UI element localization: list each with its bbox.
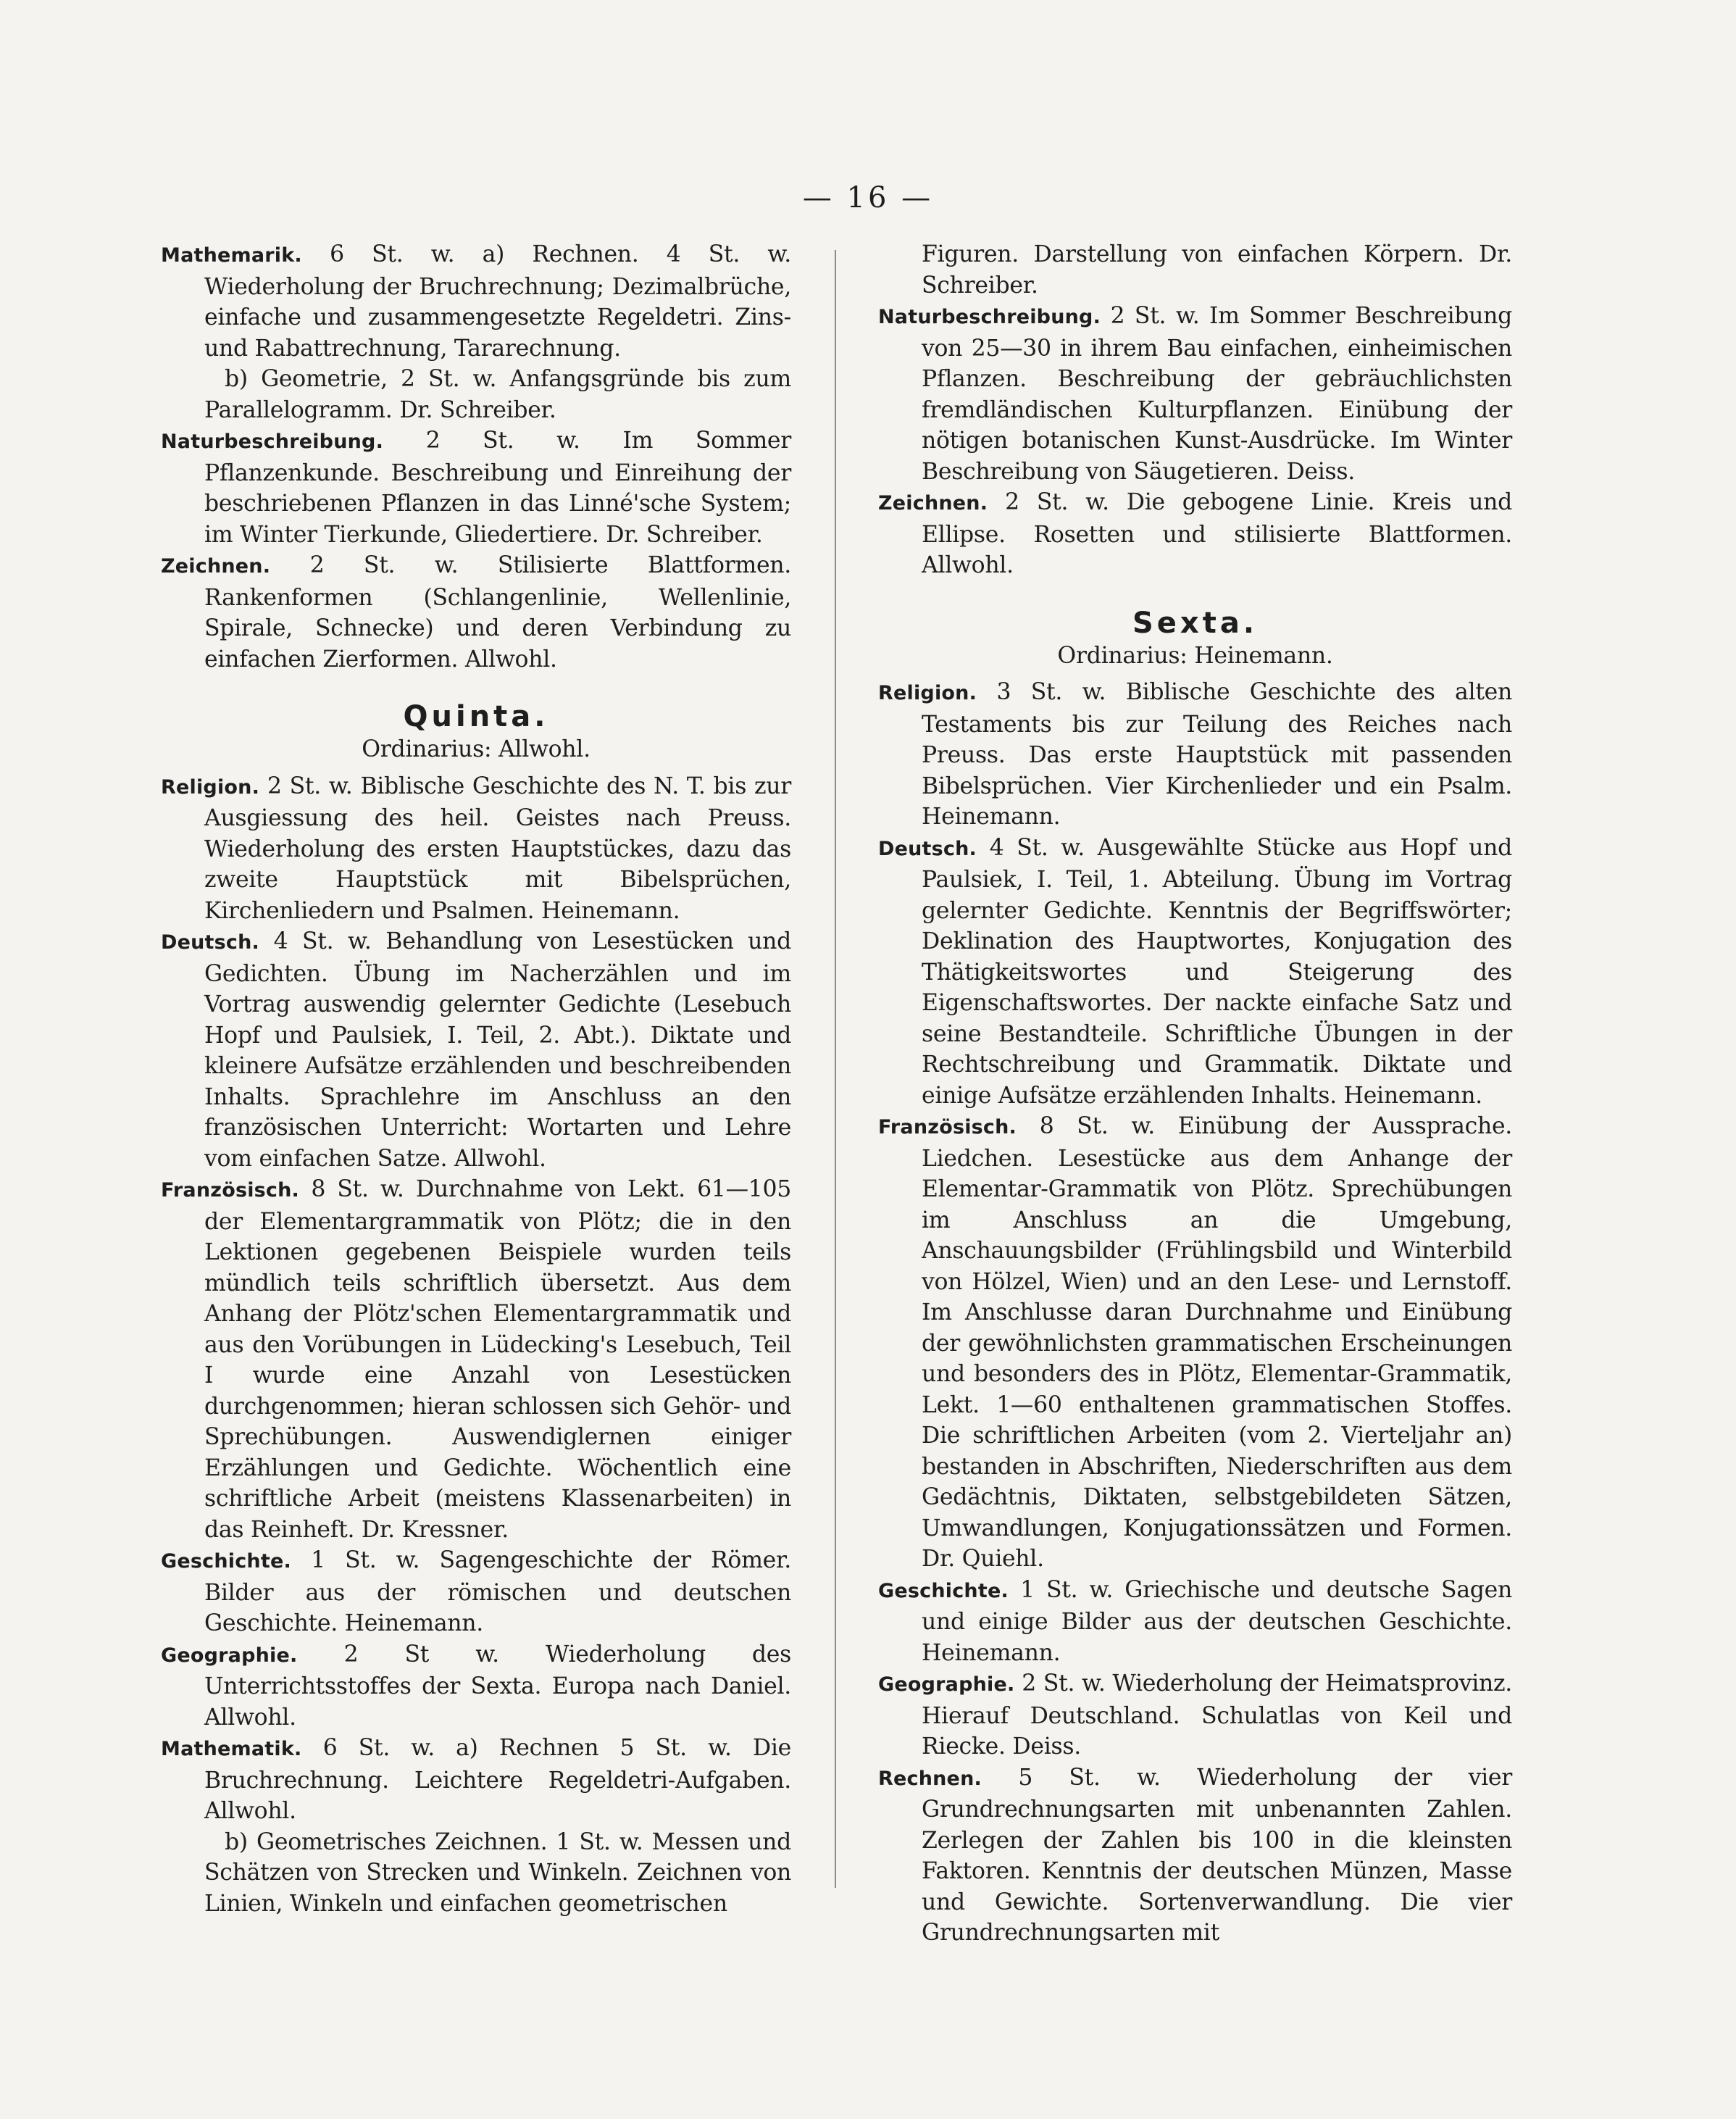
continuation-text: Figuren. Darstellung von einfachen Körpern. Dr. Schreiber. bbox=[922, 241, 1512, 299]
subject-text: 4 St. w. Ausgewählte Stücke aus Hopf und Paulsiek, I. Teil, 1. Abteilung. Übung im Vortrag gelernter Gedichte. Kenntnis der Begriffswörter; Deklination des Hauptwortes, Konjugation des Thätigkeitswortes und Steigerung des Eigenschaftswortes. Der nackte einfache Satz und seine Bestandteile. Schriftliche Übungen in der Rechtschreibung und Grammatik. Diktate und einige Aufsätze erzählenden Inhalts. Heinemann. bbox=[922, 834, 1512, 1109]
subject-religion bbox=[161, 771, 791, 927]
ordinarius: Ordinarius: Allwohl. bbox=[362, 736, 591, 762]
subject-franzoesisch bbox=[878, 1111, 1512, 1575]
subject-label: Rechnen. bbox=[878, 1767, 982, 1790]
subject-label: Geographie. bbox=[161, 1644, 298, 1667]
subject-naturbeschreibung bbox=[161, 425, 791, 550]
subject-mathematik bbox=[161, 239, 791, 364]
subject-deutsch bbox=[161, 926, 791, 1174]
ordinarius: Ordinarius: Heinemann. bbox=[1057, 642, 1333, 669]
subject-text: 2 St. w. Biblische Geschichte des N. T. bis zur Ausgiessung des heil. Geistes nach Preuss. Wiederholung des ersten Hauptstückes, dazu das zweite Hauptstück mit Bibelsprüchen, Kirchenliedern und Psalmen. Heinemann. bbox=[204, 773, 792, 924]
subject-label: Zeichnen. bbox=[161, 555, 271, 578]
subject-text: 5 St. w. Wiederholung der vier Grundrechnungsarten mit unbenannten Zahlen. Zerlegen der Zahlen bis 100 in die kleinsten Faktoren. Kenntnis der deutschen Münzen, Masse und Gewichte. Sortenverwandlung. Die vier Grundrechnungsarten mit bbox=[922, 1764, 1512, 1946]
subject-text: 2 St. w. Im Sommer Beschreibung von 25—30 in ihrem Bau einfachen, einheimischen Pflanzen. Beschreibung der gebräuchlichsten fremdländischen Kulturpflanzen. Einübung der nötigen botanischen Kunst-Ausdrücke. Im Winter Beschreibung von Säugetieren. Deiss. bbox=[922, 303, 1512, 485]
subject-geschichte bbox=[161, 1545, 791, 1639]
subject-franzoesisch bbox=[161, 1174, 791, 1545]
subject-text: 3 St. w. Biblische Geschichte des alten Testaments bis zur Teilung des Reiches nach Preuss. Das erste Hauptstück mit passenden Bibelsprüchen. Vier Kirchenlieder und ein Psalm. Heinemann. bbox=[922, 679, 1513, 830]
subject-geographie bbox=[878, 1668, 1512, 1762]
subject-label: Mathematik. bbox=[161, 1738, 302, 1760]
subject-text: 2 St. w. Wiederholung der Heimatsprovinz. Hierauf Deutschland. Schulatlas von Keil und Riecke. Deiss. bbox=[922, 1670, 1512, 1760]
subject-text: 6 St. w. a) Rechnen. 4 St. w. Wiederholung der Bruchrechnung; Dezimalbrüche, einfache und zusammengesetzte Regeldetri. Zins- und Rabattrechnung, Tararechnung. bbox=[204, 241, 791, 362]
subject-naturbeschreibung bbox=[878, 301, 1512, 487]
subject-geschichte bbox=[878, 1575, 1512, 1669]
subject-text: 8 St. w. Durchnahme von Lekt. 61—105 der Elementargrammatik von Plötz; die in den Lektionen gegebenen Beispiele wurden teils mündlich teils schriftlich übersetzt. Aus dem Anhang der Plötz'schen Elementargrammatik und aus den Vorübungen in Lüdecking's Lesebuch, Teil I wurde eine Anzahl von Lesestücken durchgenommen; hieran schlossen sich Gehör- und Sprechübungen. Auswendiglernen einiger Erzählungen und Gedichte. Wöchentlich eine schriftliche Arbeit (meistens Klassenarbeiten) in das Reinheft. Dr. Kressner. bbox=[204, 1176, 791, 1543]
subject-label: Religion. bbox=[878, 682, 977, 704]
subject-deutsch bbox=[878, 833, 1512, 1112]
subject-zeichnen bbox=[878, 487, 1512, 581]
subject-paragraph: b) Geometrisches Zeichnen. 1 St. w. Messen und Schätzen von Strecken und Winkeln. Zeichnen von Linien, Winkeln und einfachen geometrischen bbox=[204, 1828, 791, 1917]
right-column bbox=[878, 239, 1512, 1949]
subject-religion bbox=[878, 677, 1512, 833]
subject-text: 2 St. w. Im Sommer Pflanzenkunde. Beschreibung und Einreihung der beschriebenen Pflanzen in das Linné'sche System; im Winter Tierkunde, Gliedertiere. Dr. Schreiber. bbox=[204, 428, 791, 548]
class-heading-sexta: Sexta. bbox=[1132, 606, 1259, 640]
page-number: — 16 — bbox=[802, 181, 934, 215]
subject-text: 2 St. w. Stilisierte Blattformen. Rankenformen (Schlangenlinie, Wellenlinie, Spirale, Schnecke) und deren Verbindung zu einfachen Zierformen. Allwohl. bbox=[204, 552, 791, 673]
subject-label: Religion. bbox=[161, 775, 260, 799]
subject-label: Deutsch. bbox=[161, 931, 260, 954]
subject-geographie bbox=[161, 1639, 791, 1733]
subject-text: 2 St. w. Die gebogene Linie. Kreis und Ellipse. Rosetten und stilisierte Blattformen. Allwohl. bbox=[922, 489, 1512, 578]
class-heading-quinta: Quinta. bbox=[403, 700, 549, 733]
subject-text: 8 St. w. Einübung der Aussprache. Liedchen. Lesestücke aus dem Anhange der Elementar-Grammatik von Plötz. Sprechübungen im Anschluss an die Umgebung, Anschauungsbilder (Frühlingsbild und Winterbild von Hölzel, Wien) und an den Lese- und Lernstoff. Im Anschlusse daran Durchnahme und Einübung der gewöhnlichsten grammatischen Erscheinungen und besonders des in Plötz, Elementar-Grammatik, Lekt. 1—60 enthaltenen grammatischen Stoffes. Die schriftlichen Arbeiten (vom 2. Vierteljahr an) bestanden in Abschriften, Niederschriften aus dem Gedächtnis, Diktaten, selbstgebildeten Sätzen, Umwandlungen, Konjugationssätzen und Formen. Dr. Quiehl. bbox=[922, 1113, 1512, 1572]
subject-zeichnen bbox=[161, 550, 791, 675]
subject-label: Französisch. bbox=[161, 1179, 300, 1202]
left-column bbox=[161, 239, 791, 1919]
subject-label: Französisch. bbox=[878, 1116, 1017, 1138]
subject-text: 1 St. w. Griechische und deutsche Sagen und einige Bilder aus der deutschen Geschichte. Heinemann. bbox=[922, 1576, 1512, 1666]
subject-label: Naturbeschreibung. bbox=[878, 306, 1101, 328]
subject-text: 1 St. w. Sagengeschichte der Römer. Bilder aus der römischen und deutschen Geschichte. Heinemann. bbox=[204, 1547, 791, 1636]
subject-text: 6 St. w. a) Rechnen 5 St. w. Die Bruchrechnung. Leichtere Regeldetri-Aufgaben. Allwohl. bbox=[204, 1735, 792, 1824]
subject-label: Geschichte. bbox=[878, 1579, 1009, 1602]
subject-label: Naturbeschreibung. bbox=[161, 430, 384, 453]
subject-text: 2 St w. Wiederholung des Unterrichtsstoffes der Sexta. Europa nach Daniel. Allwohl. bbox=[204, 1641, 792, 1731]
subject-paragraph: b) Geometrie, 2 St. w. Anfangsgründe bis zum Parallelogramm. Dr. Schreiber. bbox=[204, 366, 791, 423]
subject-label: Mathemarik. bbox=[161, 244, 302, 267]
subject-mathematik-quinta bbox=[161, 1733, 791, 1827]
subject-label: Deutsch. bbox=[878, 837, 977, 860]
column-divider bbox=[835, 250, 836, 1888]
subject-label: Geographie. bbox=[878, 1673, 1015, 1696]
subject-text: 4 St. w. Behandlung von Lesestücken und Gedichten. Übung im Nacherzählen und im Vortrag auswendig gelernter Gedichte (Lesebuch Hopf und Paulsiek, I. Teil, 2. Abt.). Diktate und kleinere Aufsätze erzählenden und beschreibenden Inhalts. Sprachlehre im Anschluss an den französischen Unterricht: Wortarten und Lehre vom einfachen Satze. Allwohl. bbox=[204, 928, 792, 1172]
subject-rechnen bbox=[878, 1762, 1512, 1949]
subject-label: Geschichte. bbox=[161, 1550, 291, 1573]
subject-label: Zeichnen. bbox=[878, 492, 988, 515]
